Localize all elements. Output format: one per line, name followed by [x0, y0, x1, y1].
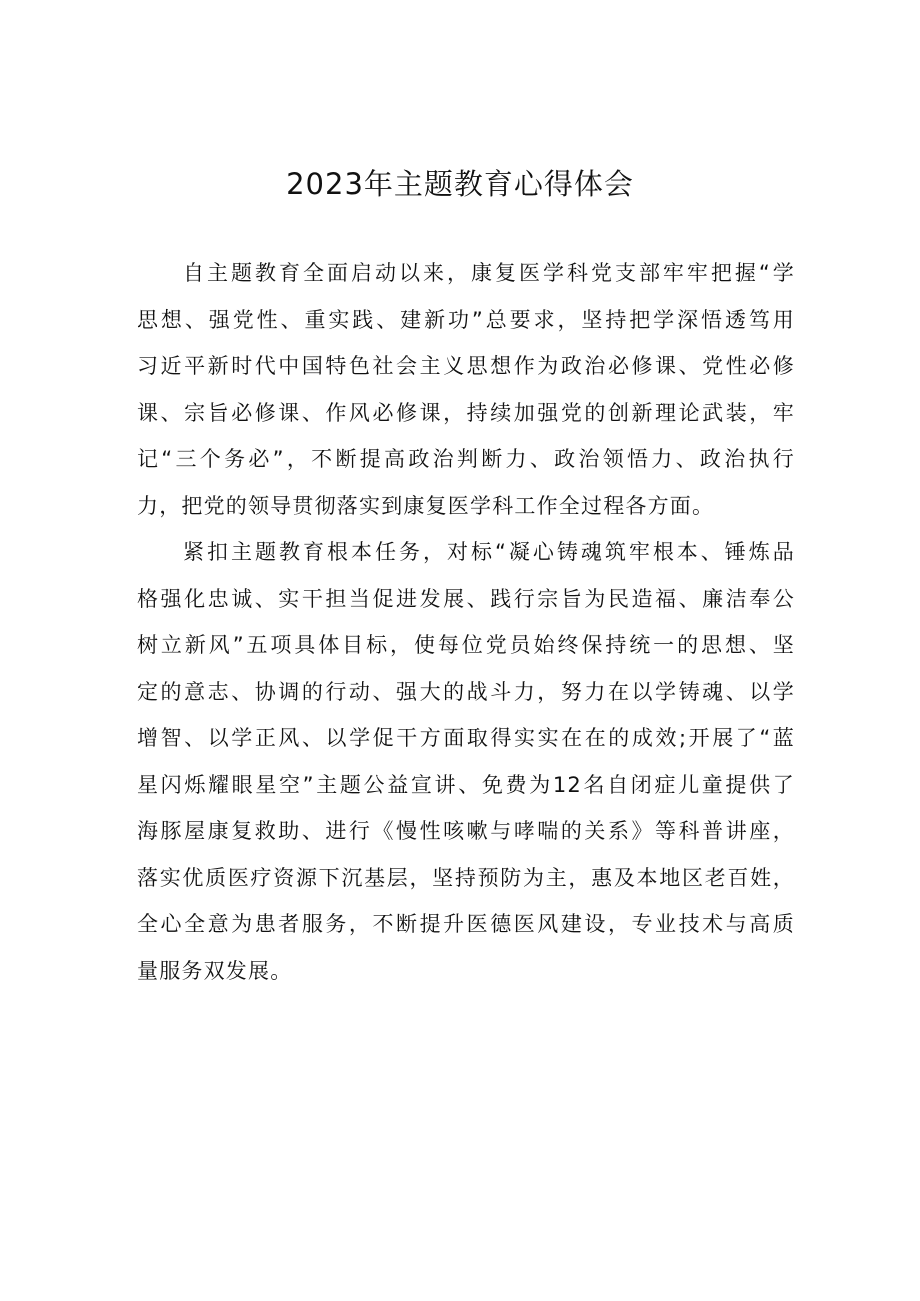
paragraph-line: 自主题教育全面启动以来，康复医学科党支部牢牢把握“学 [183, 261, 795, 285]
paragraph-line: 树立新风”五项具体目标，使每位党员始终保持统一的思想、坚 [137, 633, 795, 657]
paragraph-line: 星闪烁耀眼星空”主题公益宣讲、免费为12名自闭症儿童提供了 [137, 772, 795, 797]
paragraph-line: 落实优质医疗资源下沉基层，坚持预防为主，惠及本地区老百姓， [137, 865, 795, 890]
paragraph-line: 记“三个务必”，不断提高政治判断力、政治领悟力、政治执行 [137, 447, 795, 471]
paragraph-line: 力，把党的领导贯彻落实到康复医学科工作全过程各方面。 [137, 493, 715, 518]
document-body [137, 250, 795, 994]
paragraph-line: 思想、强党性、重实践、建新功”总要求，坚持把学深悟透笃用 [137, 307, 795, 332]
paragraph-line: 量服务双发展。 [137, 958, 293, 983]
paragraph-line: 海豚屋康复救助、进行《慢性咳嗽与哮喘的关系》等科普讲座， [137, 819, 795, 843]
paragraph-line: 全心全意为患者服务，不断提升医德医风建设，专业技术与高质 [137, 912, 795, 936]
paragraph-2 [137, 529, 795, 994]
paragraph-line: 习近平新时代中国特色社会主义思想作为政治必修课、党性必修 [137, 354, 795, 378]
paragraph-line: 增智、以学正风、以学促干方面取得实实在在的成效;开展了“蓝 [137, 726, 795, 750]
paragraph-line: 定的意志、协调的行动、强大的战斗力，努力在以学铸魂、以学 [137, 679, 795, 704]
document-title: 2023年主题教育心得体会 [286, 167, 634, 201]
paragraph-1 [137, 250, 795, 529]
paragraph-line: 紧扣主题教育根本任务，对标“凝心铸魂筑牢根本、锤炼品 [183, 540, 795, 564]
paragraph-line: 课、宗旨必修课、作风必修课，持续加强党的创新理论武装，牢 [137, 400, 795, 425]
paragraph-line: 格强化忠诚、实干担当促进发展、践行宗旨为民造福、廉洁奉公 [137, 586, 795, 611]
